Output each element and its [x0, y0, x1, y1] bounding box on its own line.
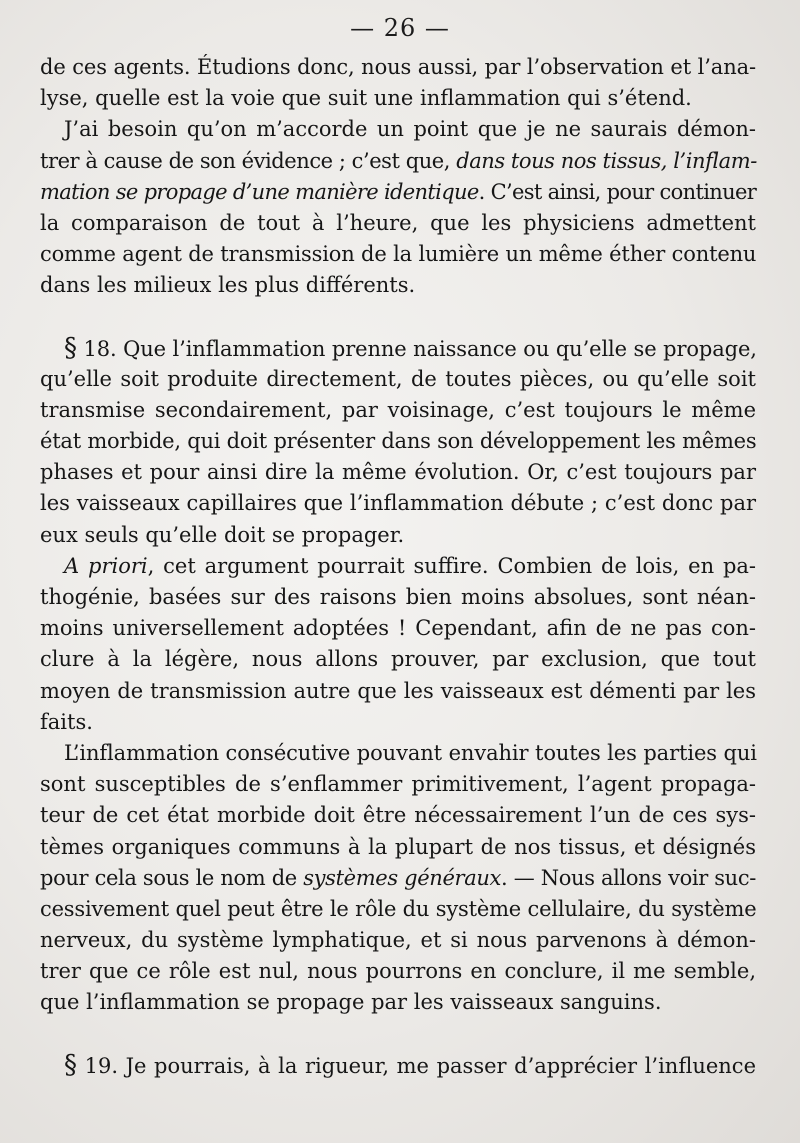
text-line: moins universellement adoptées ! Cependant, afin de ne pas con-: [40, 616, 756, 641]
text-line: cessivement quel peut être le rôle du système cellulaire, du système: [40, 896, 757, 921]
text-line: faits.: [40, 709, 93, 734]
text-line: comme agent de transmission de la lumière un même éther contenu: [40, 242, 757, 267]
text-line: phases et pour ainsi dire la même évolution. Or, c’est toujours par: [40, 460, 756, 485]
text-line: eux seuls qu’elle doit se propager.: [40, 522, 405, 547]
text-segment: . — Nous allons voir suc-: [501, 865, 756, 890]
text-segment: 19. Je pourrais, à la rigueur, me passer d’apprécier l’influence: [77, 1053, 756, 1078]
text-line: thogénie, basées sur des raisons bien moins absolues, sont néan-: [40, 585, 756, 609]
body-text: [40, 52, 756, 1081]
text-line: moyen de transmission autre que les vaisseaux est démenti par les: [40, 678, 756, 703]
text-line: nerveux, du système lymphatique, et si nous parvenons à démon-: [40, 928, 756, 953]
text-line: état morbide, qui doit présenter dans son développement les mêmes: [40, 429, 757, 454]
emphasis-text: dans tous nos tissus, l’inflam-: [456, 148, 757, 173]
text-line: [40, 863, 756, 894]
text-line: trer que ce rôle est nul, nous pourrons en conclure, il me semble,: [40, 959, 756, 984]
section-symbol: §: [64, 332, 77, 363]
text-segment: , cet argument pourrait suffire. Combien de lois, en pa-: [147, 553, 756, 578]
text-line: sont susceptibles de s’enflammer primitivement, l’agent propaga-: [40, 772, 756, 797]
text-line: [40, 146, 756, 177]
text-line: transmise secondairement, par voisinage, c’est toujours le même: [40, 397, 756, 422]
text-line: J’ai besoin qu’on m’accorde un point que je ne saurais démon-: [64, 117, 756, 142]
page-number: — 26 —: [350, 14, 450, 42]
emphasis-text: mation se propage d’une manière identique: [40, 179, 479, 204]
text-segment: pour cela sous le nom de: [40, 865, 297, 890]
text-line: que l’inflammation se propage par les vaisseaux sanguins.: [40, 990, 662, 1015]
text-line: la comparaison de tout à l’heure, que les physiciens admettent: [40, 210, 756, 235]
section-symbol: §: [64, 1049, 77, 1080]
text-line: lyse, quelle est la voie que suit une inflammation qui s’étend.: [40, 86, 692, 111]
text-line: teur de cet état morbide doit être nécessairement l’un de ces sys-: [40, 803, 756, 828]
text-line: de ces agents. Étudions donc, nous aussi, par l’observation et l’ana-: [40, 55, 756, 79]
text-line: dans les milieux les plus différents.: [40, 273, 416, 298]
text-line: L’inflammation consécutive pouvant envahir toutes les parties qui: [64, 740, 757, 765]
text-line: clure à la légère, nous allons prouver, par exclusion, que tout: [40, 647, 756, 672]
section-heading-line: [40, 333, 756, 364]
section-heading-line: [40, 1050, 756, 1081]
text-line: qu’elle soit produite directement, de toutes pièces, ou qu’elle soit: [40, 366, 756, 391]
text-segment: trer à cause de son évidence ; c’est que,: [40, 148, 450, 173]
text-line: [40, 551, 756, 582]
text-segment: 18. Que l’inflammation prenne naissance ou qu’elle se propage,: [76, 336, 757, 361]
text-line: les vaisseaux capillaires que l’inflammation débute ; c’est donc par: [40, 491, 756, 516]
text-line: [40, 177, 756, 208]
section-gap: [40, 302, 756, 333]
text-line: tèmes organiques communs à la plupart de nos tissus, et désignés: [40, 834, 756, 859]
emphasis-text: A priori: [64, 553, 148, 578]
text-segment: . C’est ainsi, pour continuer: [478, 179, 757, 204]
section-gap: [40, 1019, 756, 1050]
emphasis-text: systèmes généraux: [303, 865, 502, 890]
